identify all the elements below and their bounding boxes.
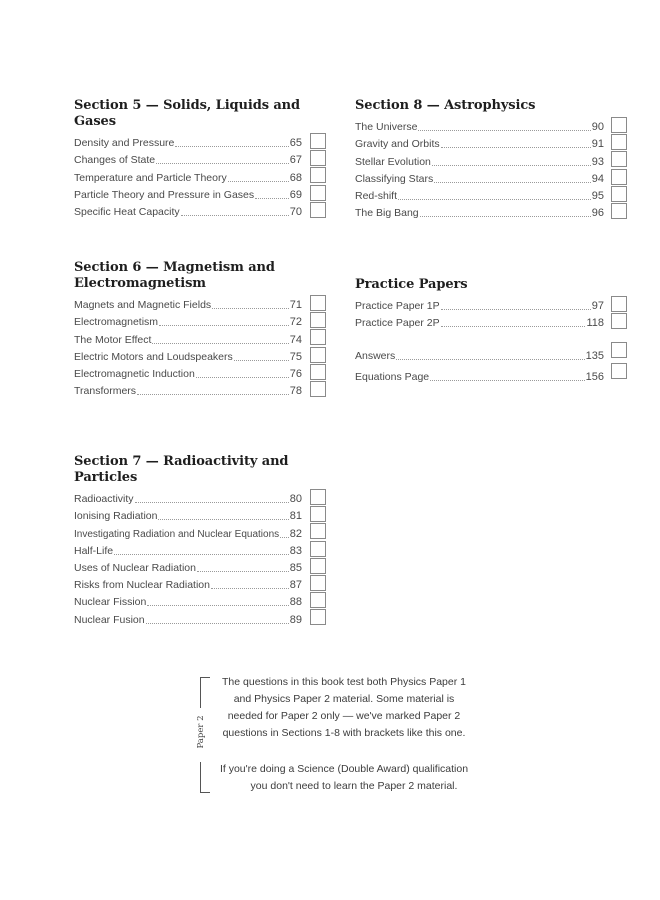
practice-papers bbox=[355, 277, 627, 330]
bracket-bottom bbox=[200, 762, 210, 793]
checkbox[interactable] bbox=[611, 296, 627, 312]
checkbox[interactable] bbox=[611, 117, 627, 133]
leader-dots bbox=[197, 570, 289, 572]
toc-row bbox=[74, 523, 302, 540]
toc-page: 95 bbox=[591, 189, 604, 202]
toc-label: Particle Theory and Pressure in Gases bbox=[74, 188, 255, 201]
toc-page: 82 bbox=[289, 527, 302, 540]
checkbox[interactable] bbox=[611, 151, 627, 167]
toc-row bbox=[355, 134, 604, 151]
checkbox[interactable] bbox=[310, 381, 326, 397]
paper-2-label: Paper 2 bbox=[196, 715, 206, 749]
toc-row bbox=[74, 167, 302, 184]
toc-row bbox=[74, 133, 302, 150]
section-5 bbox=[74, 98, 326, 219]
section-title-line1: Section 6 — Magnetism and bbox=[74, 260, 275, 275]
leader-dots bbox=[441, 308, 591, 310]
toc-label: Red-shift bbox=[355, 189, 398, 202]
back-matter bbox=[355, 342, 627, 384]
checkbox[interactable] bbox=[310, 558, 326, 574]
toc-label: Specific Heat Capacity bbox=[74, 205, 180, 218]
toc-page: 68 bbox=[289, 171, 302, 184]
toc-label: Magnets and Magnetic Fields bbox=[74, 299, 212, 312]
toc-row bbox=[74, 202, 302, 219]
note-line: The questions in this book test both Physics Paper 1 bbox=[222, 676, 466, 688]
toc-page: 135 bbox=[585, 350, 604, 362]
checkbox[interactable] bbox=[310, 347, 326, 363]
toc-label: Practice Paper 2P bbox=[355, 317, 440, 330]
toc-row bbox=[74, 312, 302, 329]
section-8 bbox=[355, 98, 627, 220]
note-paragraph-1 bbox=[214, 674, 474, 742]
toc-page: 88 bbox=[289, 596, 302, 609]
leader-dots bbox=[441, 146, 591, 148]
checkbox[interactable] bbox=[611, 169, 627, 185]
checkbox[interactable] bbox=[611, 313, 627, 329]
toc-page: 85 bbox=[289, 561, 302, 574]
toc-row bbox=[355, 151, 604, 168]
leader-dots bbox=[158, 518, 288, 520]
checkbox[interactable] bbox=[611, 134, 627, 150]
note-paragraph-2 bbox=[214, 761, 474, 795]
toc-page: 90 bbox=[591, 121, 604, 134]
checkbox[interactable] bbox=[611, 363, 627, 379]
leader-dots bbox=[211, 587, 289, 589]
leader-dots bbox=[418, 129, 590, 131]
toc-label: Stellar Evolution bbox=[355, 155, 431, 168]
toc-page: 93 bbox=[591, 155, 604, 168]
toc-row bbox=[74, 541, 302, 558]
toc-label: The Motor Effect bbox=[74, 333, 152, 346]
checkbox[interactable] bbox=[310, 523, 326, 539]
leader-dots bbox=[146, 622, 289, 624]
checkbox[interactable] bbox=[310, 133, 326, 149]
leader-dots bbox=[280, 536, 289, 538]
toc-label: Radioactivity bbox=[74, 493, 134, 506]
toc-label: Gravity and Orbits bbox=[355, 138, 440, 151]
toc-page: 89 bbox=[289, 613, 302, 626]
toc-row bbox=[355, 363, 604, 384]
toc-page: 70 bbox=[289, 205, 302, 218]
toc-label: Classifying Stars bbox=[355, 172, 434, 185]
toc-page: 87 bbox=[289, 579, 302, 592]
toc-label: Uses of Nuclear Radiation bbox=[74, 561, 196, 574]
toc-page: 91 bbox=[591, 138, 604, 151]
leader-dots bbox=[430, 379, 584, 381]
leader-dots bbox=[137, 393, 289, 395]
toc-label: Ionising Radiation bbox=[74, 510, 158, 523]
toc-page: 81 bbox=[289, 510, 302, 523]
checkbox[interactable] bbox=[310, 202, 326, 218]
toc-page: 72 bbox=[289, 316, 302, 329]
toc-row bbox=[74, 489, 302, 506]
toc-row bbox=[74, 347, 302, 364]
checkbox[interactable] bbox=[310, 506, 326, 522]
checkbox[interactable] bbox=[611, 203, 627, 219]
note-line: questions in Sections 1-8 with brackets like this one. bbox=[222, 727, 466, 739]
toc-row bbox=[74, 185, 302, 202]
toc-row bbox=[355, 296, 604, 313]
leader-dots bbox=[396, 358, 584, 360]
toc-row bbox=[355, 117, 604, 134]
toc-page: 78 bbox=[289, 385, 302, 398]
toc-label: Electromagnetic Induction bbox=[74, 367, 195, 380]
toc-label: Transformers bbox=[74, 385, 137, 398]
toc-label: Electric Motors and Loudspeakers bbox=[74, 350, 233, 363]
leader-dots bbox=[175, 145, 288, 147]
checkbox[interactable] bbox=[310, 609, 326, 625]
toc-row bbox=[74, 381, 302, 398]
note-line: you don't need to learn the Paper 2 material. bbox=[250, 780, 458, 792]
toc-label: Practice Paper 1P bbox=[355, 300, 440, 313]
toc-page: 75 bbox=[289, 350, 302, 363]
toc-page: 118 bbox=[586, 317, 604, 330]
toc-row bbox=[355, 169, 604, 186]
toc-row bbox=[355, 342, 604, 363]
section-title-line2: Electromagnetism bbox=[74, 276, 206, 291]
toc-label: Changes of State bbox=[74, 154, 156, 167]
checkbox[interactable] bbox=[310, 185, 326, 201]
leader-dots bbox=[228, 180, 289, 182]
leader-dots bbox=[135, 501, 289, 503]
toc-page: 156 bbox=[585, 371, 604, 383]
leader-dots bbox=[441, 325, 586, 327]
toc-row bbox=[74, 364, 302, 381]
section-7 bbox=[74, 454, 326, 627]
toc-page: 83 bbox=[289, 544, 302, 557]
toc-page: 80 bbox=[289, 493, 302, 506]
toc-label: Risks from Nuclear Radiation bbox=[74, 579, 210, 592]
toc-page: 71 bbox=[289, 299, 302, 312]
checkbox[interactable] bbox=[611, 342, 627, 358]
section-title: Section 7 — Radioactivity and Particles bbox=[74, 454, 289, 485]
note-line: needed for Paper 2 only — we've marked Paper 2 bbox=[227, 710, 461, 722]
toc-row bbox=[355, 186, 604, 203]
toc-row bbox=[74, 592, 302, 609]
toc-row bbox=[355, 203, 604, 220]
leader-dots bbox=[159, 324, 289, 326]
checkbox[interactable] bbox=[611, 186, 627, 202]
toc-page: 67 bbox=[289, 154, 302, 167]
toc-label: Investigating Radiation and Nuclear Equations bbox=[74, 528, 280, 540]
leader-dots bbox=[196, 376, 289, 378]
toc-row bbox=[355, 313, 604, 330]
leader-dots bbox=[432, 164, 591, 166]
toc-page: 69 bbox=[289, 188, 302, 201]
toc-row bbox=[74, 609, 302, 626]
leader-dots bbox=[156, 162, 289, 164]
note-line: and Physics Paper 2 material. Some material is bbox=[233, 693, 455, 705]
toc-page: 94 bbox=[591, 172, 604, 185]
toc-page: 74 bbox=[289, 333, 302, 346]
leader-dots bbox=[255, 197, 289, 199]
section-title: Section 5 — Solids, Liquids and Gases bbox=[74, 98, 301, 129]
checkbox[interactable] bbox=[310, 541, 326, 557]
leader-dots bbox=[114, 553, 289, 555]
toc-page: 65 bbox=[289, 137, 302, 150]
toc-label: Equations Page bbox=[355, 371, 430, 383]
section-title: Section 8 — Astrophysics bbox=[355, 98, 536, 113]
checkbox[interactable] bbox=[310, 489, 326, 505]
checkbox[interactable] bbox=[310, 592, 326, 608]
toc-row bbox=[74, 150, 302, 167]
leader-dots bbox=[434, 181, 591, 183]
toc-label: The Universe bbox=[355, 121, 418, 134]
toc-label: Answers bbox=[355, 350, 396, 362]
leader-dots bbox=[234, 359, 289, 361]
leader-dots bbox=[420, 215, 591, 217]
toc-row bbox=[74, 295, 302, 312]
toc-label: Temperature and Particle Theory bbox=[74, 171, 227, 184]
section-6 bbox=[74, 260, 326, 398]
section-title: Practice Papers bbox=[355, 277, 468, 292]
toc-label: Half-Life bbox=[74, 544, 114, 557]
bracket-top bbox=[200, 677, 210, 708]
checkbox[interactable] bbox=[310, 329, 326, 345]
leader-dots bbox=[212, 307, 289, 309]
paper-2-note bbox=[190, 670, 480, 800]
toc-label: The Big Bang bbox=[355, 207, 419, 220]
toc-page: 76 bbox=[289, 367, 302, 380]
toc-label: Density and Pressure bbox=[74, 137, 175, 150]
toc-row bbox=[74, 575, 302, 592]
toc-page: 96 bbox=[591, 207, 604, 220]
toc-label: Nuclear Fusion bbox=[74, 613, 145, 626]
toc-row bbox=[74, 506, 302, 523]
checkbox[interactable] bbox=[310, 575, 326, 591]
checkbox[interactable] bbox=[310, 364, 326, 380]
checkbox[interactable] bbox=[310, 167, 326, 183]
toc-row bbox=[74, 558, 302, 575]
leader-dots bbox=[398, 198, 591, 200]
checkbox[interactable] bbox=[310, 312, 326, 328]
leader-dots bbox=[181, 214, 289, 216]
note-line: If you're doing a Science (Double Award) qualification bbox=[219, 763, 469, 775]
toc-label: Electromagnetism bbox=[74, 316, 159, 329]
toc-label: Nuclear Fission bbox=[74, 596, 147, 609]
toc-row bbox=[74, 329, 302, 346]
leader-dots bbox=[152, 342, 288, 344]
toc-page: 97 bbox=[591, 300, 604, 313]
checkbox[interactable] bbox=[310, 150, 326, 166]
checkbox[interactable] bbox=[310, 295, 326, 311]
leader-dots bbox=[147, 604, 288, 606]
